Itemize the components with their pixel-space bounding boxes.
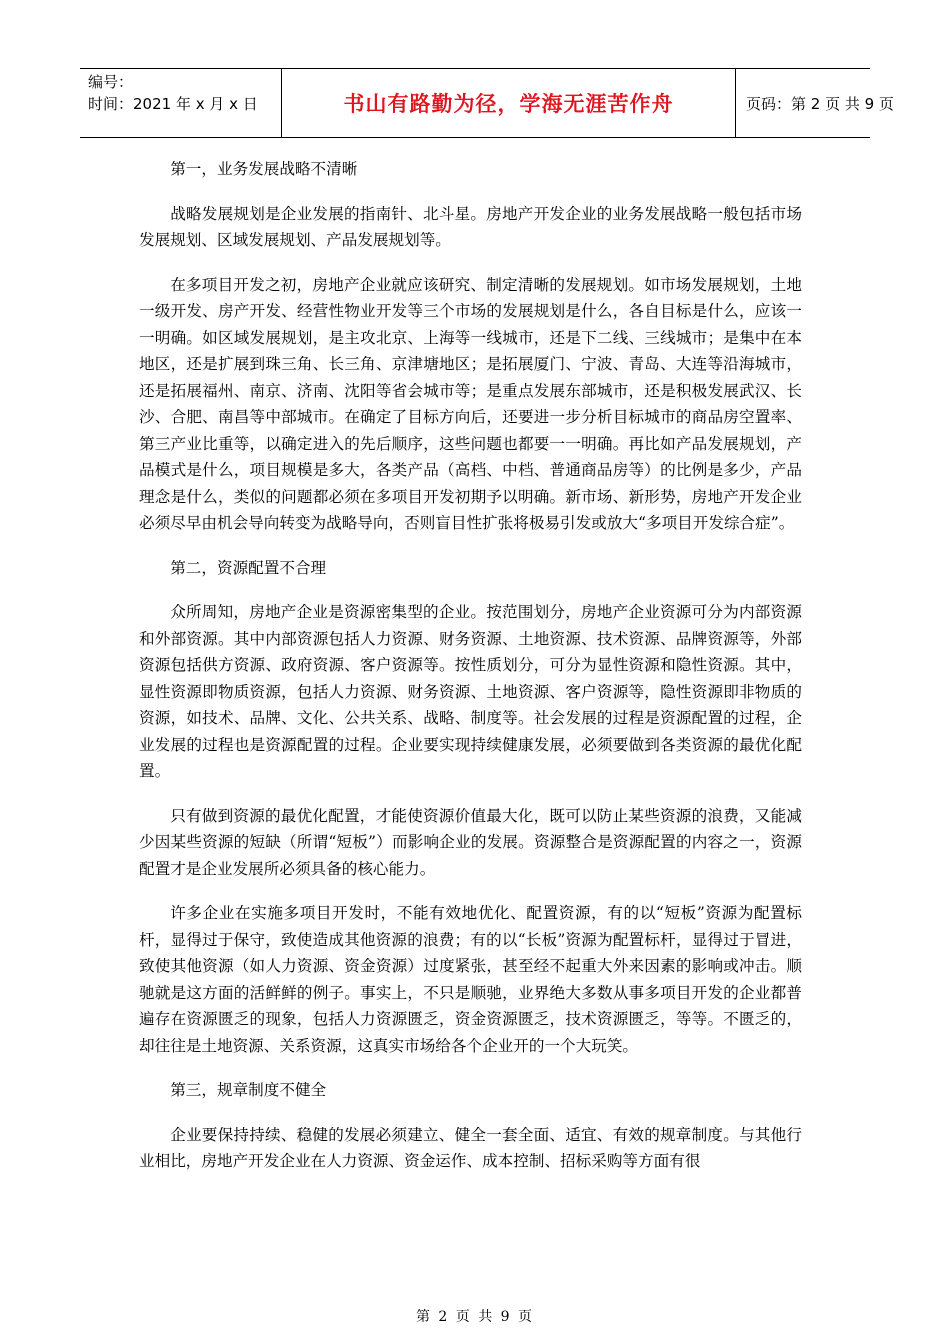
section-heading-1: 第一，业务发展战略不清晰 xyxy=(170,160,358,178)
document-date: 时间：2021 年 x 月 x 日 xyxy=(88,95,258,113)
header-page-cell xyxy=(736,69,894,137)
motto: 书山有路勤为径，学海无涯苦作舟 xyxy=(343,92,674,116)
page-header xyxy=(80,68,894,138)
header-motto-cell xyxy=(282,69,736,137)
header-meta xyxy=(80,69,282,137)
section-heading-3: 第三，规章制度不健全 xyxy=(170,1081,327,1099)
paragraph: 众所周知，房地产企业是资源密集型的企业。按范围划分，房地产企业资源可分为内部资源和外部资源。其中内部资源包括人力资源、财务资源、土地资源、技术资源、品牌资源等，外部资源包括供方资源、政府资源、客户资源等。按性质划分，可分为显性资源和隐性资源。其中，显性资源即物质资源，包括人力资源、财务资源、土地资源、客户资源等，隐性资源即非物质的资源，如技术、品牌、文化、公共关系、战略、制度等。社会发展的过程是资源配置的过程，企业发展的过程也是资源配置的过程。企业要实现持续健康发展，必须要做到各类资源的最优化配置。 xyxy=(139,603,802,780)
document-number: 编号： xyxy=(88,73,134,91)
paragraph: 许多企业在实施多项目开发时，不能有效地优化、配置资源，有的以“短板”资源为配置标杆，显得过于保守，致使造成其他资源的浪费；有的以“长板”资源为配置标杆，显得过于冒进，致使其他资源（如人力资源、资金资源）过度紧张，甚至经不起重大外来因素的影响或冲击。顺驰就是这方面的活鲜鲜的例子。事实上，不只是顺驰，业界绝大多数从事多项目开发的企业都普遍存在资源匮乏的现象，包括人力资源匮乏，资金资源匮乏，技术资源匮乏，等等。不匮乏的，却往往是土地资源、关系资源，这真实市场给各个企业开的一个大玩笑。 xyxy=(139,904,802,1055)
paragraph: 只有做到资源的最优化配置，才能使资源价值最大化，既可以防止某些资源的浪费，又能减少因某些资源的短缺（所谓“短板”）而影响企业的发展。资源整合是资源配置的内容之一，资源配置才是企业发展所必须具备的核心能力。 xyxy=(139,806,802,878)
section-heading-2: 第二，资源配置不合理 xyxy=(170,558,327,577)
paragraph: 战略发展规划是企业发展的指南针、北斗星。房地产开发企业的业务发展战略一般包括市场发展规划、区域发展规划、产品发展规划等。 xyxy=(139,204,802,249)
document-body xyxy=(139,156,802,1175)
paragraph: 企业要保持持续、稳健的发展必须建立、健全一套全面、适宜、有效的规章制度。与其他行业相比，房地产开发企业在人力资源、资金运作、成本控制、招标采购等方面有很 xyxy=(139,1125,802,1170)
page-indicator: 页码：第 2 页 共 9 页 xyxy=(746,94,894,113)
paragraph: 在多项目开发之初，房地产企业就应该研究、制定清晰的发展规划。如市场发展规划，土地一级开发、房产开发、经营性物业开发等三个市场的发展规划是什么，各自目标是什么，应该一一明确。如区域发展规划，是主攻北京、上海等一线城市，还是下二线、三线城市；是集中在本地区，还是扩展到珠三角、长三角、京津塘地区；是拓展厦门、宁波、青岛、大连等沿海城市，还是拓展福州、南京、济南、沈阳等省会城市等；是重点发展东部城市，还是积极发展武汉、长沙、合肥、南昌等中部城市。在确定了目标方向后，还要进一步分析目标城市的商品房空置率、第三产业比重等，以确定进入的先后顺序，这些问题也都要一一明确。再比如产品发展规划，产品模式是什么，项目规模是多大，各类产品（高档、中档、普通商品房等）的比例是多少，产品理念是什么，类似的问题都必须在多项目开发初期予以明确。新市场、新形势，房地产开发企业必须尽早由机会导向转变为战略导向，否则盲目性扩张将极易引发或放大“多项目开发综合症”。 xyxy=(139,275,802,532)
page-footer: 第 2 页 共 9 页 xyxy=(415,1309,535,1325)
